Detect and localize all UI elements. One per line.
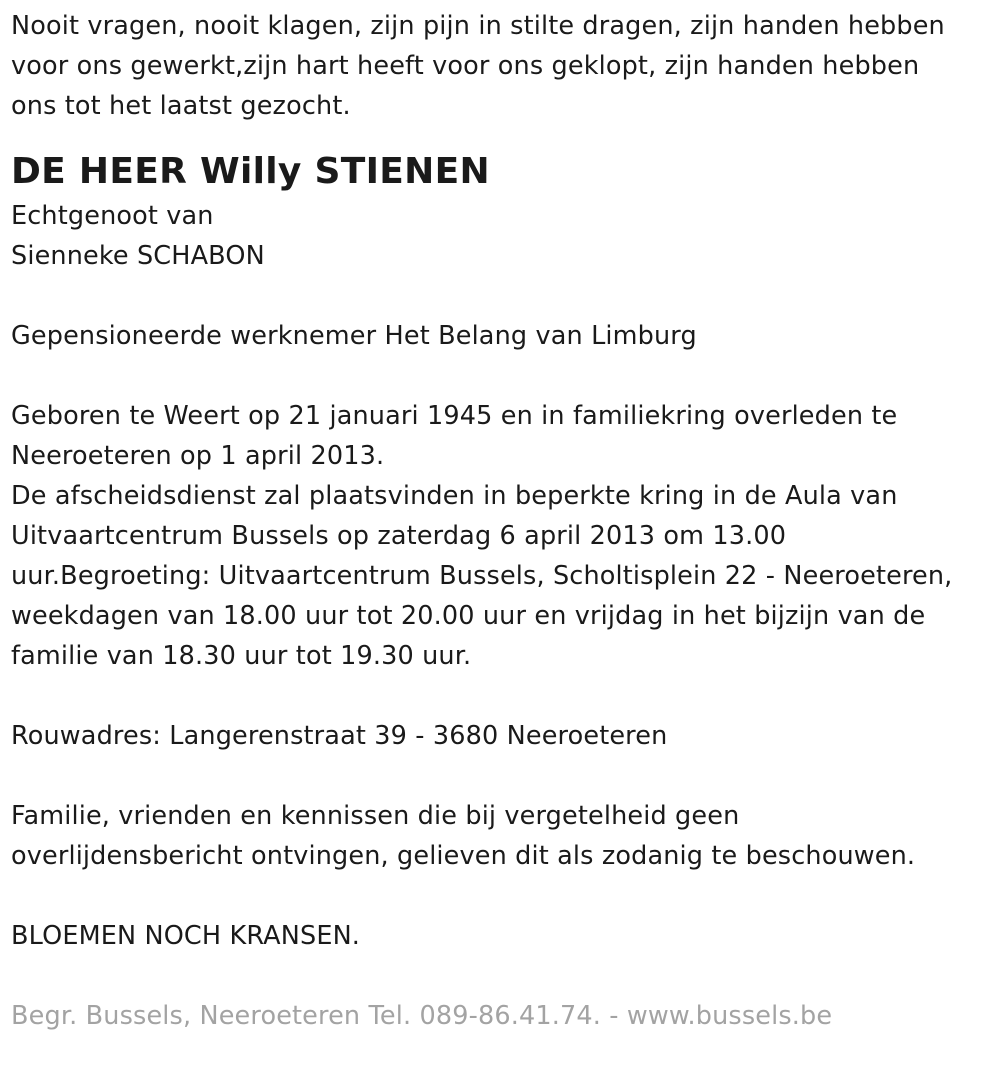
notice-line: Familie, vrienden en kennissen die bij vergetelheid geen	[11, 801, 740, 831]
spouse-line: Sienneke SCHABON	[11, 241, 265, 271]
intro-line: voor ons gewerkt,zijn hart heeft voor ons geklopt, zijn handen hebben	[11, 51, 920, 81]
notice-line: overlijdensbericht ontvingen, gelieven dit als zodanig te beschouwen.	[11, 841, 916, 871]
spacer	[11, 276, 990, 316]
intro-line: Nooit vragen, nooit klagen, zijn pijn in stilte dragen, zijn handen hebben	[11, 11, 945, 41]
spacer	[11, 876, 990, 916]
details-line: weekdagen van 18.00 uur tot 20.00 uur en vrijdag in het bijzijn van de	[11, 601, 926, 631]
notice-block	[11, 796, 990, 876]
details-line: uur.Begroeting: Uitvaartcentrum Bussels, Scholtisplein 22 - Neeroeteren,	[11, 561, 953, 591]
details-block	[11, 396, 990, 676]
occupation: Gepensioneerde werknemer Het Belang van Limburg	[11, 321, 697, 351]
spacer	[11, 676, 990, 716]
deceased-name: DE HEER Willy STIENEN	[11, 151, 490, 192]
mourning-address: Rouwadres: Langerenstraat 39 - 3680 Neeroeteren	[11, 721, 668, 751]
spacer	[11, 756, 990, 796]
details-line: De afscheidsdienst zal plaatsvinden in beperkte kring in de Aula van	[11, 481, 898, 511]
intro-verse	[11, 6, 990, 126]
spouse-line: Echtgenoot van	[11, 201, 214, 231]
details-line: Neeroeteren op 1 april 2013.	[11, 441, 385, 471]
details-line: Geboren te Weert op 21 januari 1945 en in familiekring overleden te	[11, 401, 898, 431]
intro-line: ons tot het laatst gezocht.	[11, 91, 351, 121]
details-line: Uitvaartcentrum Bussels op zaterdag 6 april 2013 om 13.00	[11, 521, 787, 551]
spouse-block	[11, 196, 990, 276]
funeral-home-footer: Begr. Bussels, Neeroeteren Tel. 089-86.41.74. - www.bussels.be	[11, 1001, 833, 1031]
details-line: familie van 18.30 uur tot 19.30 uur.	[11, 641, 472, 671]
flowers-notice: BLOEMEN NOCH KRANSEN.	[11, 921, 361, 951]
spacer	[11, 356, 990, 396]
